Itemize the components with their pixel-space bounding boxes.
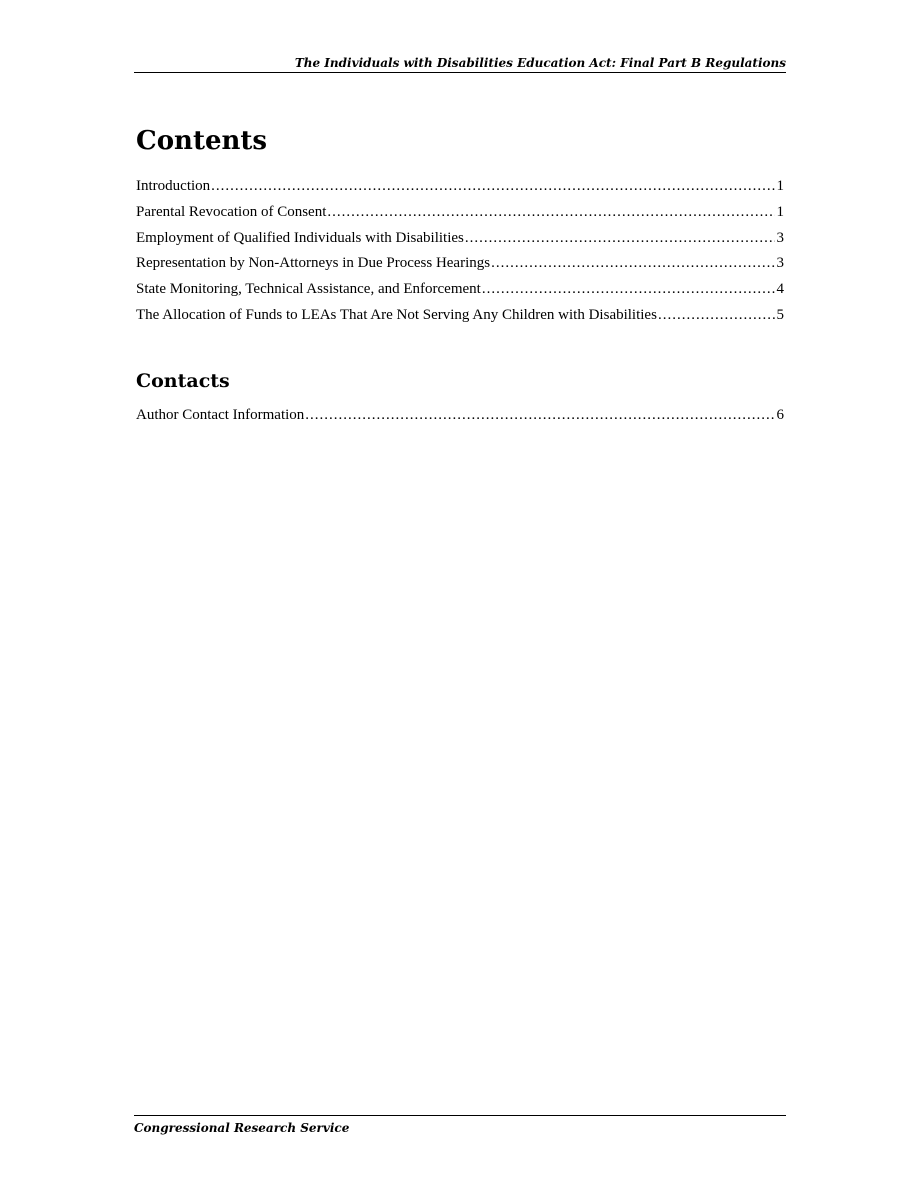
toc-entry-page: 3	[776, 255, 784, 272]
toc-entry-title: Representation by Non-Attorneys in Due Process Hearings	[136, 255, 491, 272]
toc-entry-title: The Allocation of Funds to LEAs That Are Not Serving Any Children with Disabilities	[136, 306, 657, 323]
toc-entry-page: 5	[776, 306, 784, 323]
running-footer: Congressional Research Service	[134, 1115, 786, 1136]
toc-entry-allocation-of-funds[interactable]	[136, 305, 784, 331]
contacts-list	[136, 405, 784, 431]
running-header: The Individuals with Disabilities Education Act: Final Part B Regulations	[134, 55, 786, 73]
contents-list	[136, 176, 784, 331]
contacts-heading: Contacts	[136, 370, 230, 392]
toc-entry-representation[interactable]	[136, 253, 784, 279]
toc-dot-leader	[465, 228, 775, 248]
toc-entry-page: 6	[776, 407, 784, 423]
toc-entry-title: Author Contact Information	[136, 407, 305, 423]
toc-entry-title: State Monitoring, Technical Assistance, and Enforcement	[136, 281, 481, 298]
toc-entry-page: 1	[776, 178, 784, 194]
toc-entry-title: Employment of Qualified Individuals with Disabilities	[136, 229, 464, 246]
toc-dot-leader	[211, 176, 774, 196]
contents-heading: Contents	[136, 126, 268, 156]
toc-dot-leader	[305, 405, 774, 425]
toc-entry-introduction[interactable]	[136, 176, 784, 202]
toc-entry-author-contact[interactable]	[136, 405, 784, 431]
toc-entry-employment[interactable]	[136, 228, 784, 254]
toc-dot-leader	[482, 279, 775, 299]
toc-entry-parental-revocation[interactable]	[136, 202, 784, 228]
toc-entry-page: 3	[776, 229, 784, 246]
toc-entry-page: 1	[776, 203, 784, 220]
toc-entry-state-monitoring[interactable]	[136, 279, 784, 305]
toc-dot-leader	[658, 305, 775, 325]
toc-dot-leader	[491, 253, 774, 273]
toc-entry-title: Introduction	[136, 178, 211, 194]
toc-entry-page: 4	[776, 281, 784, 298]
toc-entry-title: Parental Revocation of Consent	[136, 203, 327, 220]
toc-dot-leader	[327, 202, 774, 222]
